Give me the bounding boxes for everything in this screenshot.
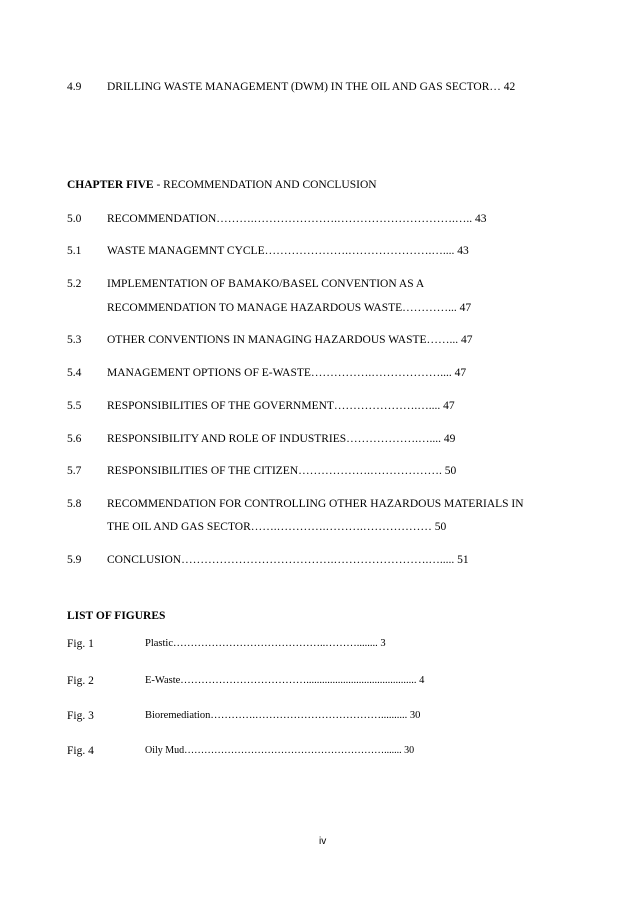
chapter-heading — [67, 178, 377, 192]
section-number: 5.6 — [67, 433, 82, 445]
toc-entry: RESPONSIBILITIES OF THE CITIZEN……………….………………. 50 — [107, 465, 457, 477]
toc-entry: RECOMMENDATION FOR CONTROLLING OTHER HAZARDOUS MATERIALS IN — [107, 498, 524, 510]
section-number: 5.2 — [67, 278, 82, 290]
figure-entry: Plastic……………………………………..………........ 3 — [145, 638, 386, 649]
section-number: 5.9 — [67, 554, 82, 566]
toc-entry: RESPONSIBILITY AND ROLE OF INDUSTRIES……………….….... 49 — [107, 433, 456, 445]
toc-entry: IMPLEMENTATION OF BAMAKO/BASEL CONVENTION AS A — [107, 278, 425, 290]
figures-heading: LIST OF FIGURES — [67, 610, 166, 622]
figure-label: Fig. 3 — [67, 710, 94, 722]
figure-entry: Oily Mud……………………………………………………....... 30 — [145, 745, 415, 756]
section-number: 5.1 — [67, 245, 82, 257]
toc-entry-continued: RECOMMENDATION TO MANAGE HAZARDOUS WASTE…………... 47 — [107, 302, 472, 314]
toc-entry: WASTE MANAGEMNT CYCLE………………….………………….….... 43 — [107, 245, 469, 257]
page-number: iv — [319, 836, 327, 847]
figure-label: Fig. 2 — [67, 675, 94, 687]
figure-entry: E-Waste……………………………….......................................... 4 — [145, 675, 425, 686]
section-number: 5.3 — [67, 334, 82, 346]
toc-entry: OTHER CONVENTIONS IN MANAGING HAZARDOUS WASTE……... 47 — [107, 334, 473, 346]
figure-label: Fig. 1 — [67, 638, 94, 650]
figure-entry: Bioremediation………….……………………………….......... 30 — [145, 710, 421, 721]
section-number: 5.4 — [67, 367, 82, 379]
chapter-label: CHAPTER FIVE — [67, 179, 154, 191]
section-number: 4.9 — [67, 81, 82, 93]
toc-entry: RECOMMENDATION……….………………….………………………….….. 43 — [107, 213, 487, 225]
chapter-title: RECOMMENDATION AND CONCLUSION — [163, 179, 377, 191]
toc-entry: DRILLING WASTE MANAGEMENT (DWM) IN THE OIL AND GAS SECTOR… 42 — [107, 81, 516, 93]
section-number: 5.7 — [67, 465, 82, 477]
section-number: 5.0 — [67, 213, 82, 225]
toc-entry: CONCLUSION………………………………….…………………….…..... 51 — [107, 554, 469, 566]
section-number: 5.5 — [67, 400, 82, 412]
toc-entry-continued: THE OIL AND GAS SECTOR…….………….……….……………… 50 — [107, 521, 447, 533]
toc-entry: MANAGEMENT OPTIONS OF E-WASTE…………….……………….... 47 — [107, 367, 467, 379]
section-number: 5.8 — [67, 498, 82, 510]
chapter-dash: - — [153, 179, 164, 191]
toc-entry: RESPONSIBILITIES OF THE GOVERNMENT………………….….... 47 — [107, 400, 455, 412]
figure-label: Fig. 4 — [67, 745, 94, 757]
